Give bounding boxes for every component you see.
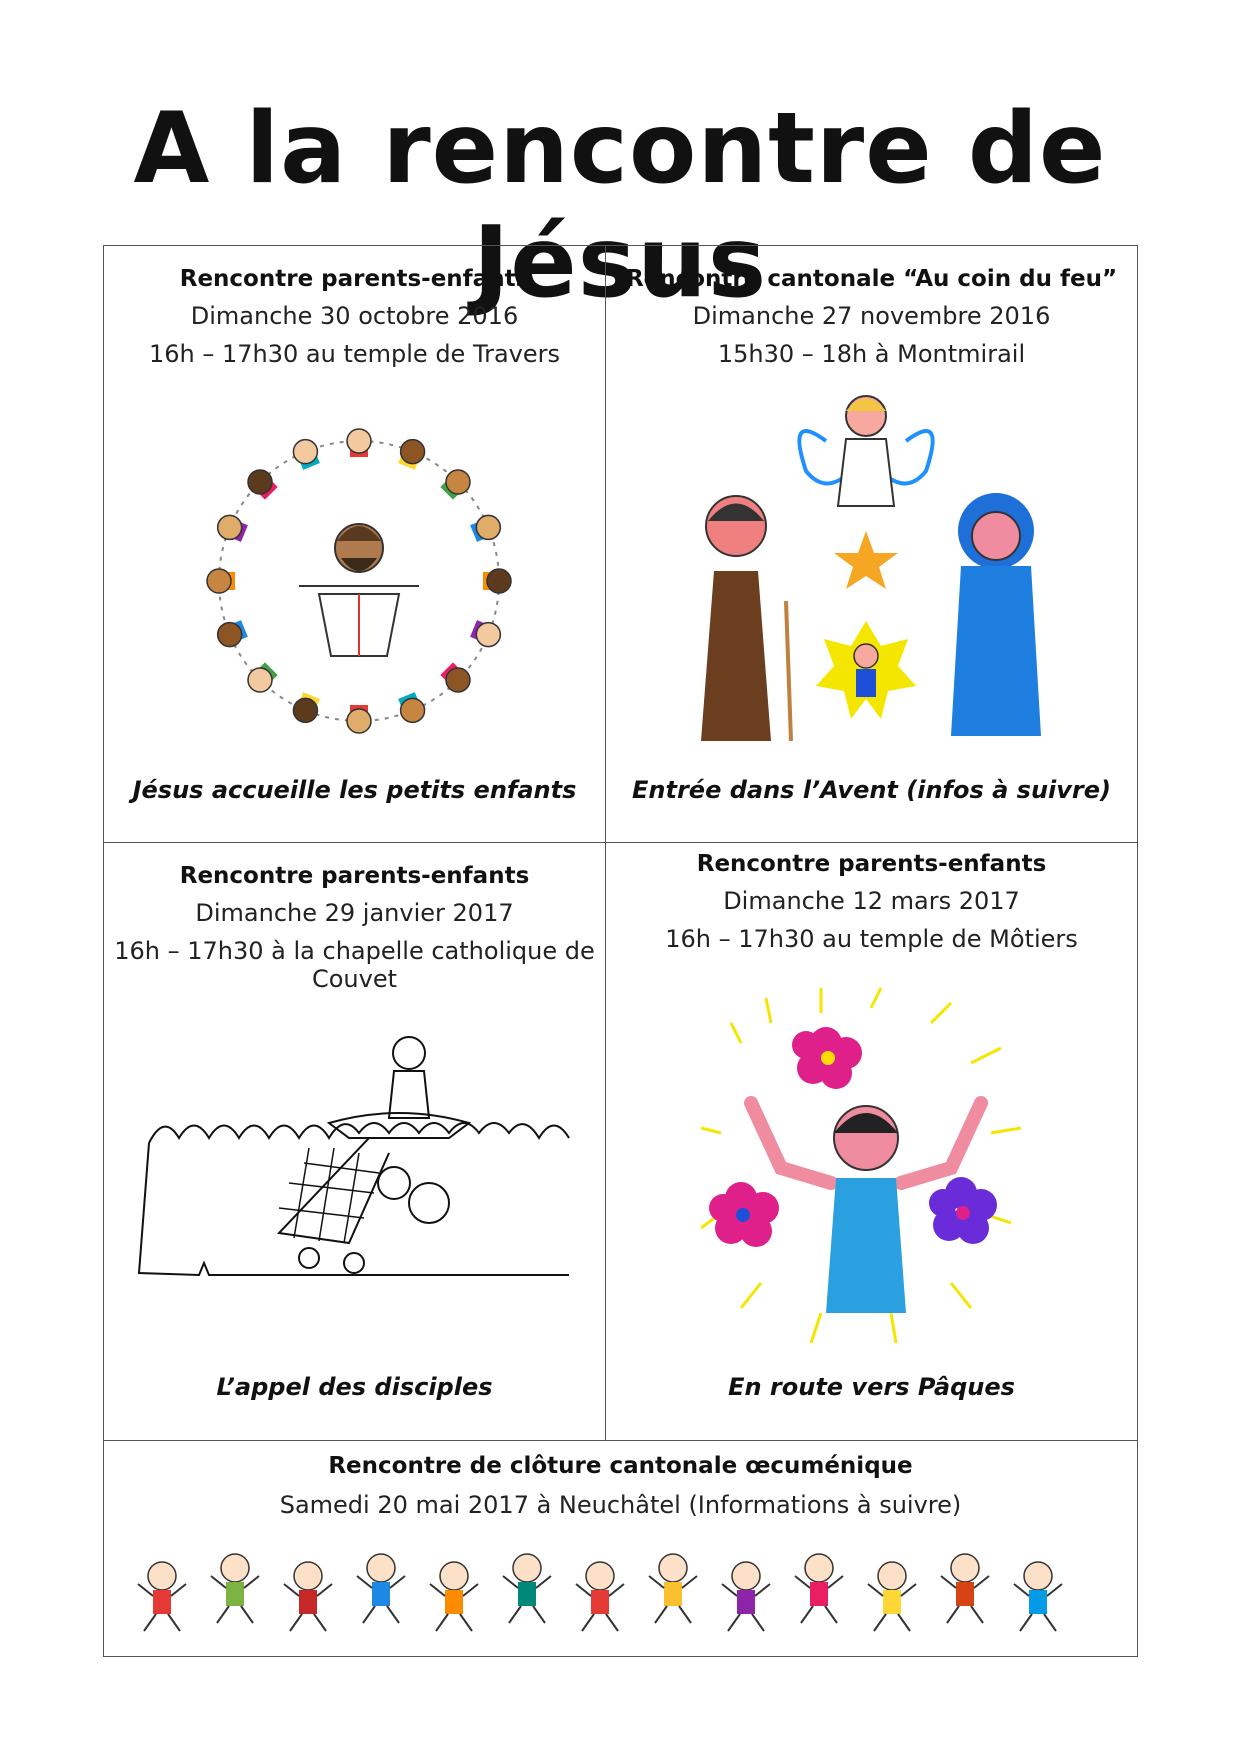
child-head	[476, 623, 500, 647]
child-head	[401, 698, 425, 722]
event-card-october	[104, 246, 606, 843]
event-caption: Entrée dans l’Avent (infos à suivre)	[632, 776, 1111, 804]
jumping-child	[357, 1554, 405, 1623]
event-date: Dimanche 27 novembre 2016	[692, 302, 1051, 330]
event-caption: Jésus accueille les petits enfants	[132, 776, 577, 804]
jumping-child	[649, 1554, 697, 1623]
nativity-illustration	[676, 381, 1076, 761]
jumping-child	[576, 1562, 624, 1631]
child-head	[218, 623, 242, 647]
children-circle-illustration	[169, 416, 549, 746]
child-head	[347, 429, 371, 453]
closing-heading: Rencontre de clôture cantonale œcuménique	[328, 1453, 913, 1479]
event-time-place: 16h – 17h30 à la chapelle catholique de Couvet	[114, 937, 595, 993]
child-head	[207, 569, 231, 593]
event-time-place: 16h – 17h30 au temple de Travers	[149, 340, 560, 368]
event-card-march	[606, 843, 1137, 1441]
closing-event-card	[104, 1441, 1137, 1656]
jumping-child	[868, 1562, 916, 1631]
child-head	[248, 668, 272, 692]
child-head	[347, 709, 371, 733]
child-head	[487, 569, 511, 593]
closing-details: Samedi 20 mai 2017 à Neuchâtel (Informations à suivre)	[279, 1491, 962, 1519]
jumping-child	[722, 1562, 770, 1631]
event-heading: Rencontre parents-enfants	[179, 266, 530, 292]
event-caption: En route vers Pâques	[728, 1373, 1015, 1401]
easter-figure-illustration	[701, 983, 1051, 1363]
event-date: Dimanche 12 mars 2017	[723, 887, 1020, 915]
jumping-child	[795, 1554, 843, 1623]
event-time-place: 15h30 – 18h à Montmirail	[717, 340, 1026, 368]
child-head	[248, 470, 272, 494]
jumping-child	[1014, 1562, 1062, 1631]
events-grid	[103, 245, 1138, 1657]
jumping-child	[211, 1554, 259, 1623]
jumping-child	[430, 1562, 478, 1631]
child-head	[476, 515, 500, 539]
child-head	[293, 440, 317, 464]
page-title: A la rencontre de Jésus	[133, 92, 1107, 320]
event-heading: Rencontre parents-enfants	[179, 863, 530, 889]
boat-net-illustration	[129, 1013, 589, 1333]
jumping-child	[503, 1554, 551, 1623]
jumping-child	[284, 1562, 332, 1631]
event-card-november	[606, 246, 1137, 843]
child-head	[446, 668, 470, 692]
event-caption: L’appel des disciples	[216, 1373, 493, 1401]
child-head	[293, 698, 317, 722]
jumping-child	[138, 1562, 186, 1631]
event-date: Dimanche 29 janvier 2017	[195, 899, 514, 927]
child-head	[218, 515, 242, 539]
child-head	[401, 440, 425, 464]
event-time-place: 16h – 17h30 au temple de Môtiers	[665, 925, 1078, 953]
event-date: Dimanche 30 octobre 2016	[190, 302, 519, 330]
jumping-child	[941, 1554, 989, 1623]
event-card-january	[104, 843, 606, 1441]
event-heading: Rencontre cantonale “Au coin du feu”	[625, 266, 1118, 292]
event-heading: Rencontre parents-enfants	[696, 851, 1047, 877]
child-head	[446, 470, 470, 494]
jumping-children-illustration	[124, 1546, 1114, 1646]
